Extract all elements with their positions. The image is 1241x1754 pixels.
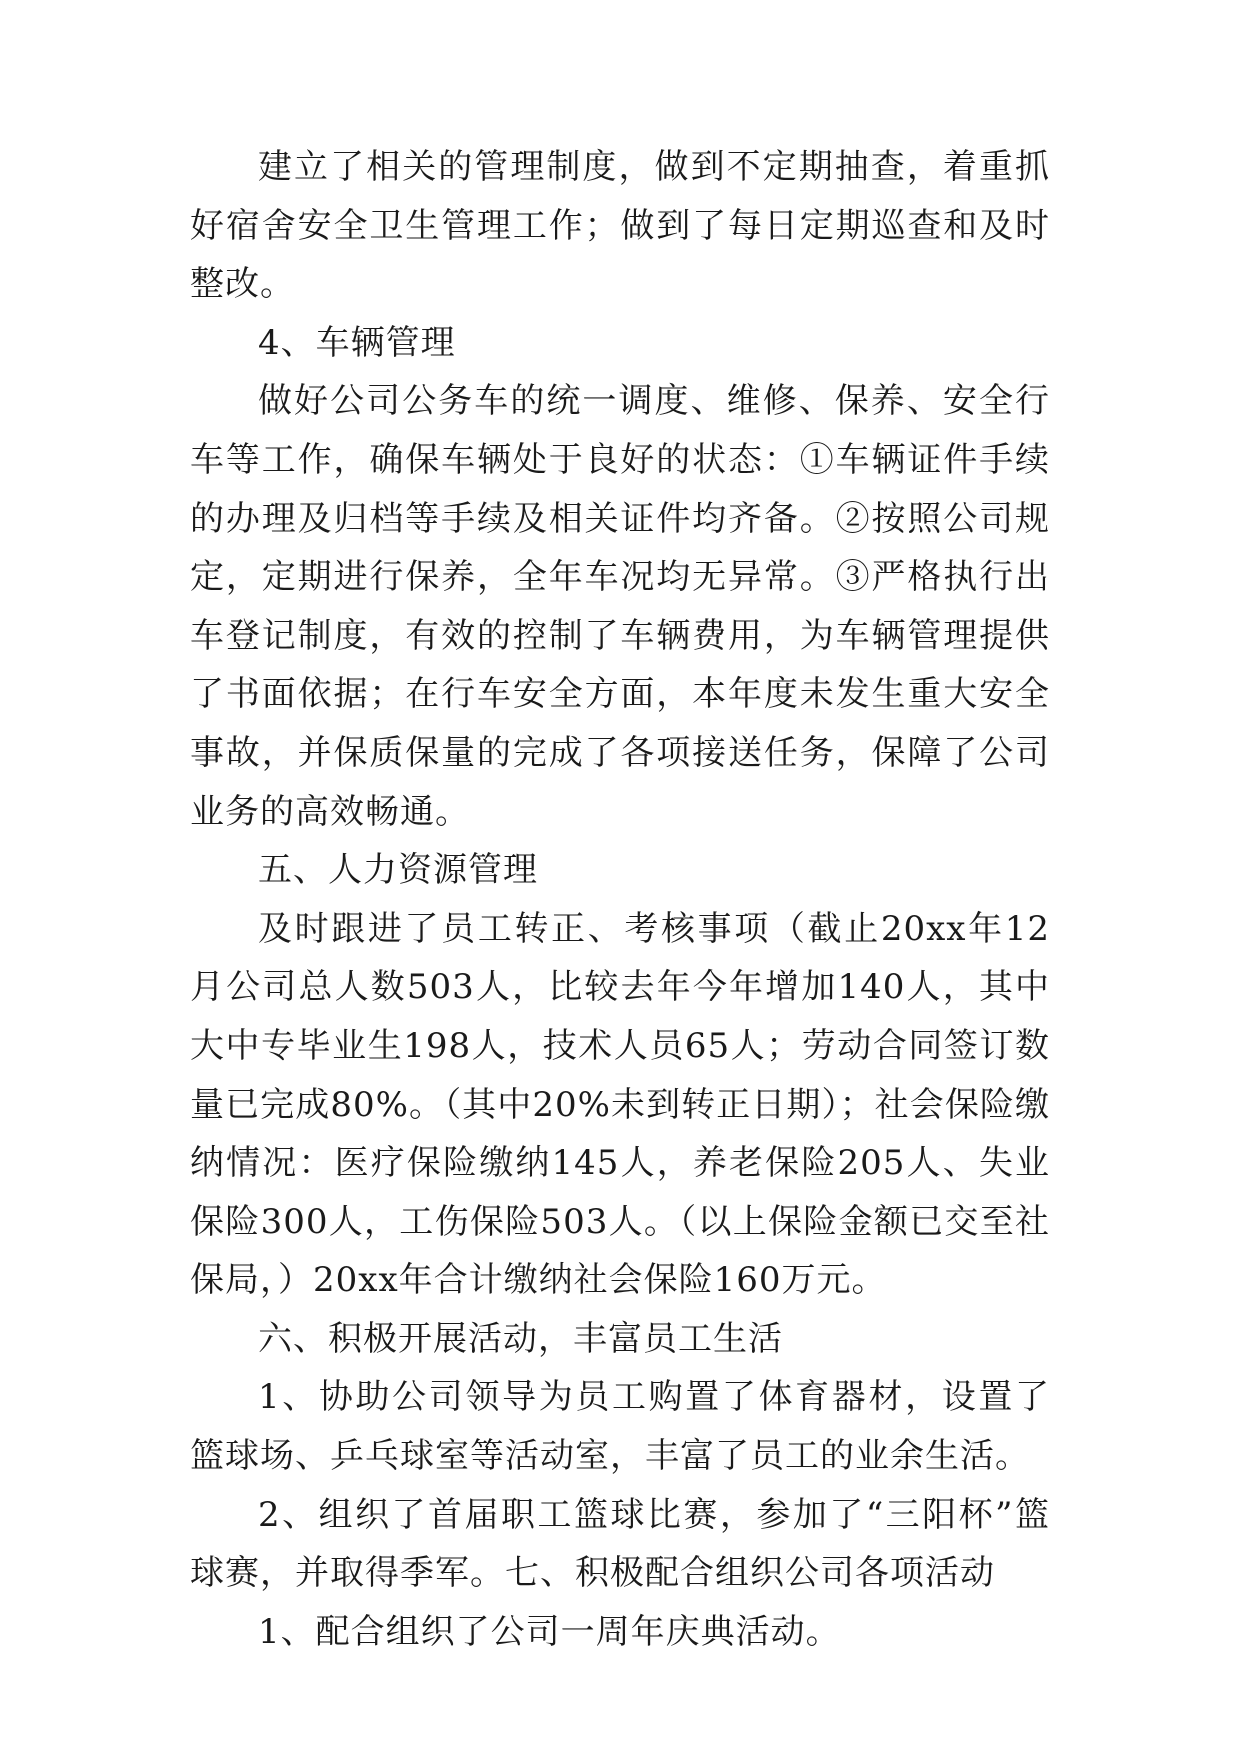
paragraph-basketball-match: 2、组织了首届职工篮球比赛，参加了“三阳杯”篮球赛，并取得季军。七、积极配合组织公司各项活动 bbox=[190, 1494, 1050, 1594]
paragraph-vehicle-management: 做好公司公务车的统一调度、维修、保养、安全行车等工作，确保车辆处于良好的状态：①车辆证件手续的办理及归档等手续及相关证件均齐备。②按照公司规定，定期进行保养，全年车况均无异常。③严格执行出车登记制度，有效的控制了车辆费用，为车辆管理提供了书面依据；在行车安全方面，本年度未发生重大安全事故，并保质保量的完成了各项接送任务，保障了公司业务的高效畅通。 bbox=[190, 381, 1050, 832]
heading-employee-activities: 六、积极开展活动，丰富员工生活 bbox=[258, 1318, 783, 1359]
heading-vehicle-management: 4、车辆管理 bbox=[258, 322, 456, 363]
paragraph-sports-facilities: 1、协助公司领导为员工购置了体育器材，设置了篮球场、乒乓球室等活动室，丰富了员工的业余生活。 bbox=[190, 1377, 1050, 1477]
paragraph-anniversary: 1、配合组织了公司一周年庆典活动。 bbox=[258, 1611, 841, 1652]
paragraph-human-resources: 及时跟进了员工转正、考核事项（截止20xx年12月公司总人数503人，比较去年今年增加140人，其中大中专毕业生198人，技术人员65人；劳动合同签订数量已完成80%。（其中20%未到转正日期）；社会保险缴纳情况：医疗保险缴纳145人，养老保险205人、失业保险300人，工伤保险503人。（以上保险金额已交至社保局，）20xx年合计缴纳社会保险160万元。 bbox=[190, 908, 1050, 1301]
heading-human-resources: 五、人力资源管理 bbox=[258, 850, 538, 891]
document-page bbox=[190, 138, 1050, 1661]
paragraph-dormitory-management: 建立了相关的管理制度，做到不定期抽查，着重抓好宿舍安全卫生管理工作；做到了每日定期巡查和及时整改。 bbox=[190, 147, 1050, 305]
